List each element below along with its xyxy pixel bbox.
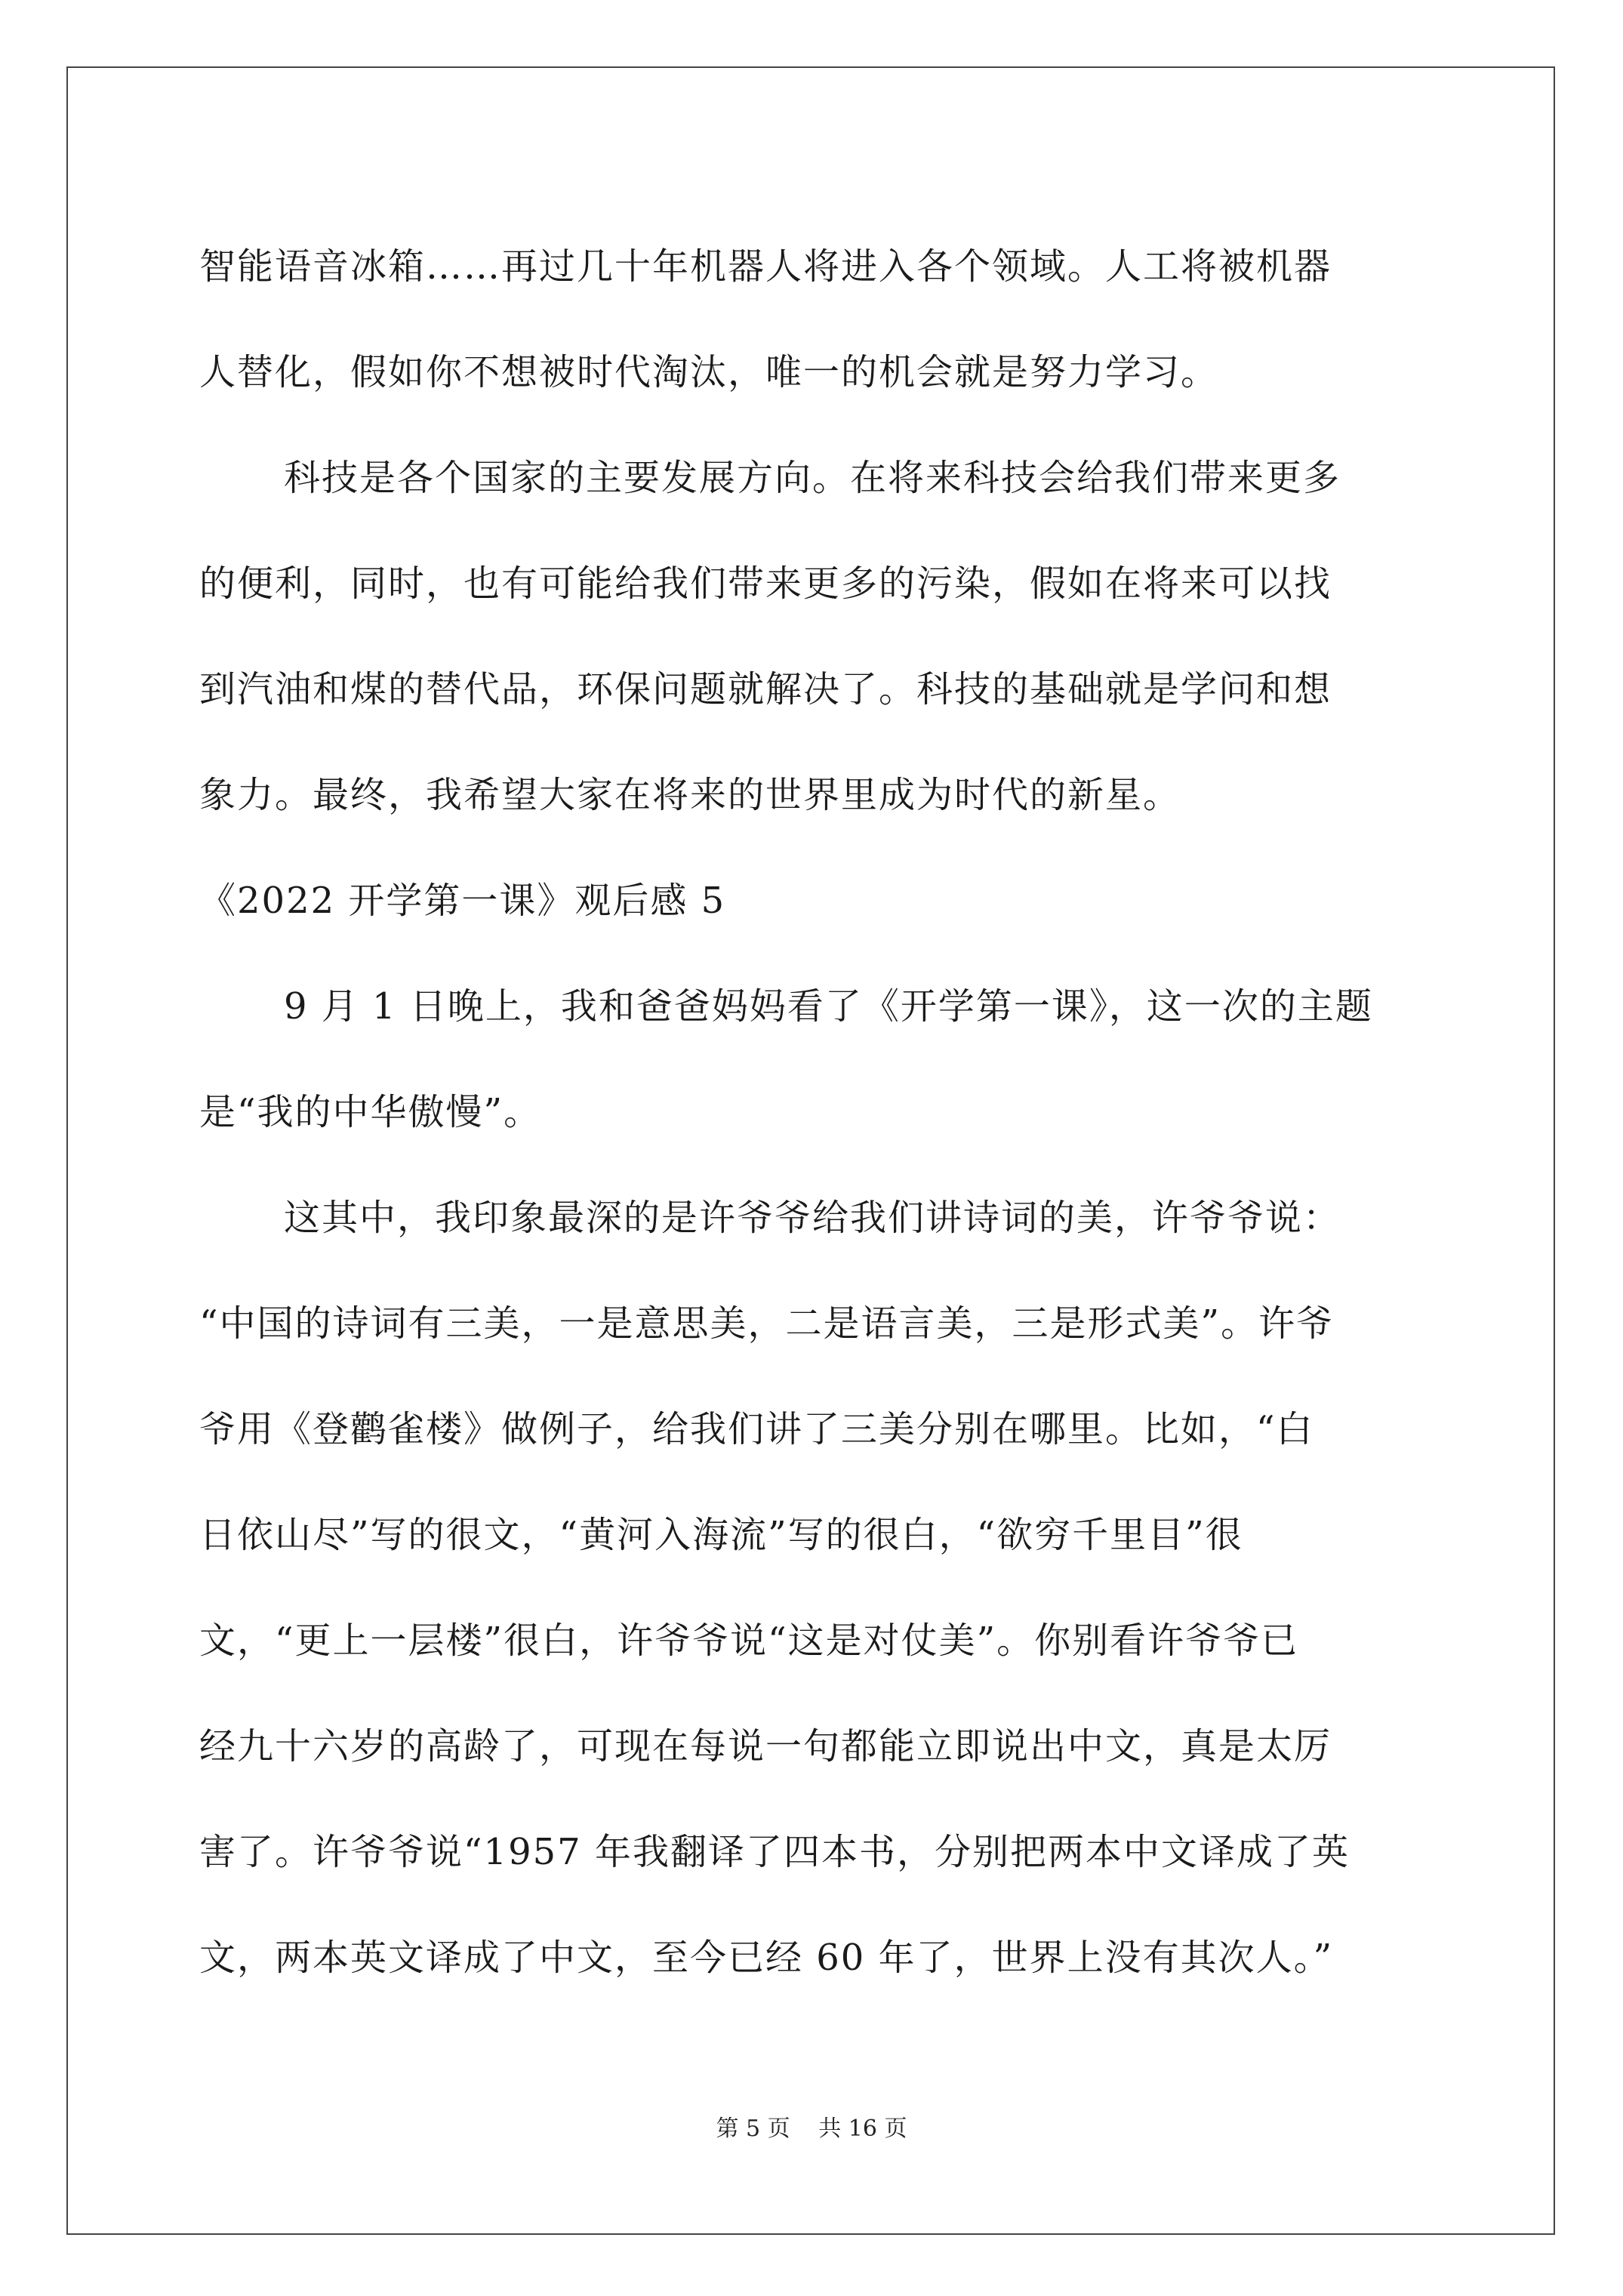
text-line: 文，“更上一层楼”很白，许爷爷说“这是对仗美”。你别看许爷爷已 xyxy=(199,1620,1299,1662)
text-line: 文，两本英文译成了中文，至今已经 60 年了，世界上没有其次人。” xyxy=(199,1937,1334,1979)
text-line: 爷用《登鹳雀楼》做例子，给我们讲了三美分别在哪里。比如，“白 xyxy=(199,1408,1314,1450)
page-footer xyxy=(0,2114,1623,2144)
text-line: 象力。最终，我希望大家在将来的世界里成为时代的新星。 xyxy=(199,774,1181,816)
text-line: 的便利，同时，也有可能给我们带来更多的污染，假如在将来可以找 xyxy=(199,562,1332,605)
text-line: 智能语音冰箱……再过几十年机器人将进入各个领域。人工将被机器 xyxy=(199,245,1332,288)
document-body xyxy=(199,214,1437,2011)
text-line: 日依山尽”写的很文，“黄河入海流”写的很白，“欲穷千里目”很 xyxy=(199,1514,1243,1556)
text-line: 人替化，假如你不想被时代淘汰，唯一的机会就是努力学习。 xyxy=(199,351,1219,393)
text-line: 到汽油和煤的替代品，环保问题就解决了。科技的基础就是学问和想 xyxy=(199,668,1332,710)
paragraph-start: 9 月 1 日晚上，我和爸爸妈妈看了《开学第一课》，这一次的主题 xyxy=(284,985,1373,1028)
text-line: 害了。许爷爷说“1957 年我翻译了四本书，分别把两本中文译成了英 xyxy=(199,1831,1350,1873)
text-line: 是“我的中华傲慢”。 xyxy=(199,1091,542,1133)
page-number: 第 5 页 xyxy=(716,2116,790,2142)
text-line: “中国的诗词有三美，一是意思美，二是语言美，三是形式美”。许爷 xyxy=(199,1302,1335,1345)
paragraph-start: 科技是各个国家的主要发展方向。在将来科技会给我们带来更多 xyxy=(284,457,1341,499)
text-line: 经九十六岁的高龄了，可现在每说一句都能立即说出中文，真是太厉 xyxy=(199,1725,1332,1767)
paragraph-start: 这其中，我印象最深的是许爷爷给我们讲诗词的美，许爷爷说： xyxy=(284,1197,1341,1239)
page-total: 共 16 页 xyxy=(818,2116,907,2142)
section-heading: 《2022 开学第一课》观后感 5 xyxy=(199,880,726,922)
